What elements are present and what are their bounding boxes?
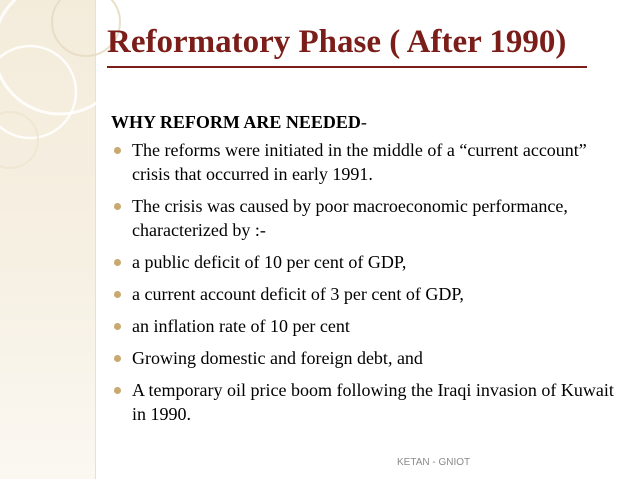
section-heading — [111, 110, 621, 134]
section-heading-text: WHY REFORM ARE NEEDED — [111, 112, 361, 132]
bullet-text: an inflation rate of 10 per cent — [132, 316, 350, 336]
bullet-item — [111, 346, 621, 370]
bullet-text: The reforms were initiated in the middle of a “current account” crisis that occurred in early 1991. — [132, 140, 587, 184]
deco-circle-tiny — [0, 112, 38, 168]
bullet-text: Growing domestic and foreign debt, and — [132, 348, 423, 368]
bullet-item — [111, 282, 621, 306]
slide-content — [111, 110, 621, 434]
bullet-dot-icon — [114, 147, 121, 154]
slide-title: Reformatory Phase ( After 1990) — [107, 24, 567, 60]
bullet-dot-icon — [114, 203, 121, 210]
bullet-text: a current account deficit of 3 per cent of GDP, — [132, 284, 464, 304]
bullet-text: The crisis was caused by poor macroeconomic performance, characterized by :- — [132, 196, 568, 240]
bullet-item — [111, 378, 621, 426]
bullet-dot-icon — [114, 291, 121, 298]
title-underline — [107, 66, 587, 68]
slide-footer: KETAN - GNIOT — [397, 457, 471, 468]
bullet-item — [111, 250, 621, 274]
bullet-dot-icon — [114, 323, 121, 330]
section-heading-dash: - — [360, 112, 367, 132]
bullet-dot-icon — [114, 387, 121, 394]
bullet-item — [111, 138, 621, 186]
bullet-item — [111, 194, 621, 242]
bullet-item — [111, 314, 621, 338]
bullet-text: A temporary oil price boom following the Iraqi invasion of Kuwait in 1990. — [132, 380, 614, 424]
bullet-list — [111, 138, 621, 426]
bullet-dot-icon — [114, 355, 121, 362]
bullet-text: a public deficit of 10 per cent of GDP, — [132, 252, 407, 272]
bullet-dot-icon — [114, 259, 121, 266]
